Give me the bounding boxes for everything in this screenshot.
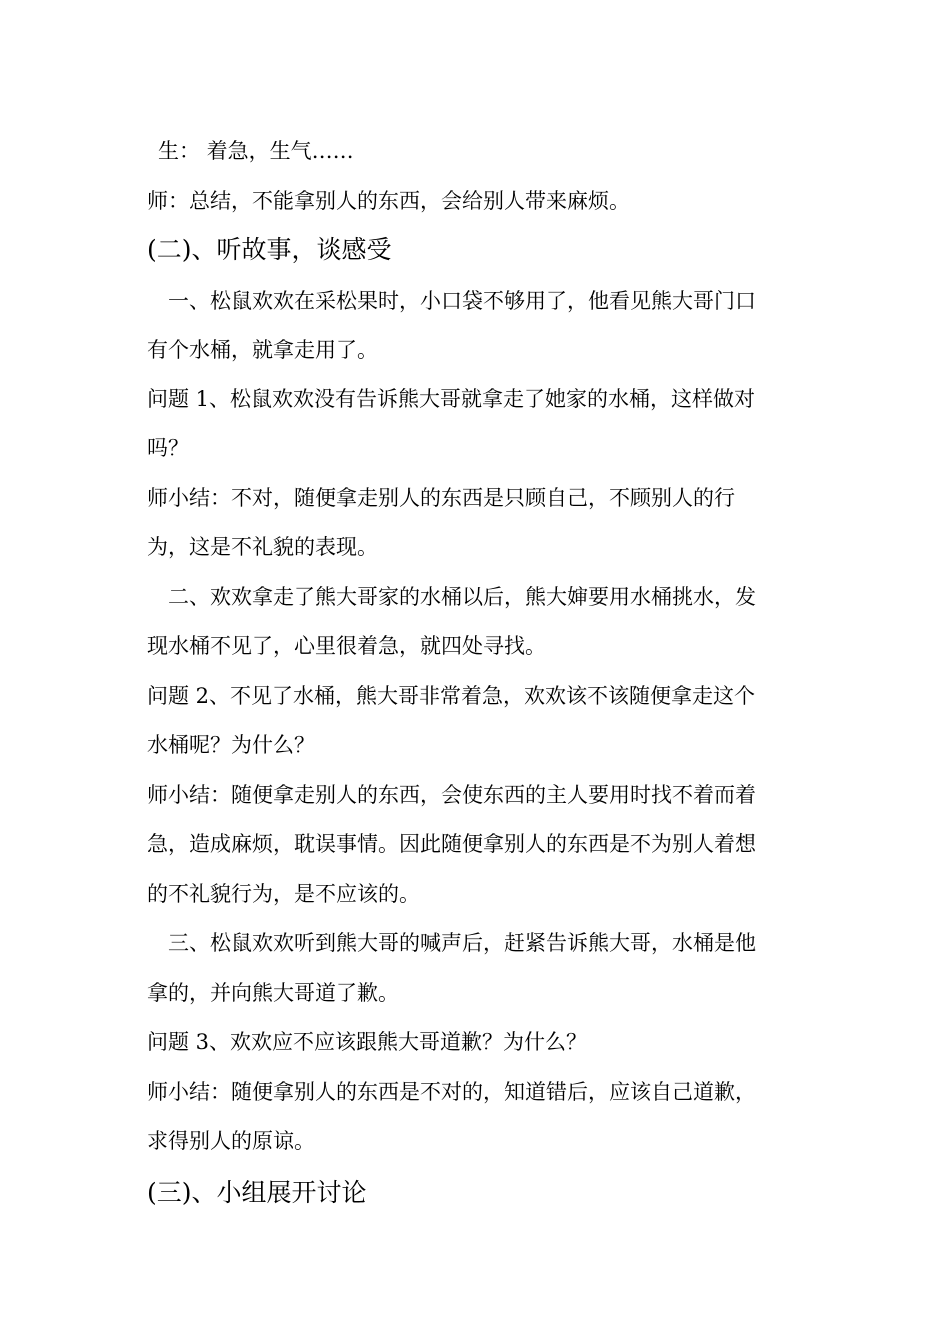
section-heading-2: (二)、听故事，谈感受 (147, 235, 392, 264)
teacher-conclusion-1-line-1: 师小结：不对，随便拿走别人的东西是只顾自己，不顾别人的行 (147, 486, 735, 510)
question-3-line: 问题 3、欢欢应不应该跟熊大哥道歉？为什么？ (147, 1030, 588, 1054)
teacher-conclusion-2-line-2: 急，造成麻烦，耽误事情。因此随便拿别人的东西是不为别人着想 (147, 832, 756, 856)
teacher-conclusion-1-line-2: 为，这是不礼貌的表现。 (147, 535, 378, 559)
story-part-1-line-2: 有个水桶，就拿走用了。 (147, 338, 378, 362)
story-part-2-line-2: 现水桶不见了，心里很着急，就四处寻找。 (147, 634, 546, 658)
question-2-line-2: 水桶呢？为什么？ (147, 733, 315, 757)
question-1-line-1: 问题 1、松鼠欢欢没有告诉熊大哥就拿走了她家的水桶，这样做对 (147, 387, 756, 411)
section-heading-3: (三)、小组展开讨论 (147, 1178, 367, 1207)
teacher-summary-line: 师：总结，不能拿别人的东西，会给别人带来麻烦。 (147, 189, 630, 213)
teacher-conclusion-3-line-1: 师小结：随便拿别人的东西是不对的，知道错后，应该自己道歉， (147, 1080, 756, 1104)
story-part-2-line-1: 二、欢欢拿走了熊大哥家的水桶以后，熊大婶要用水桶挑水，发 (168, 585, 756, 609)
teacher-conclusion-3-line-2: 求得别人的原谅。 (147, 1129, 315, 1153)
question-1-line-2: 吗？ (147, 436, 189, 460)
student-response-line: 生： 着急，生气…… (158, 139, 354, 163)
story-part-3-line-1: 三、松鼠欢欢听到熊大哥的喊声后，赶紧告诉熊大哥，水桶是他 (168, 931, 756, 955)
teacher-conclusion-2-line-1: 师小结：随便拿走别人的东西，会使东西的主人要用时找不着而着 (147, 783, 756, 807)
story-part-3-line-2: 拿的，并向熊大哥道了歉。 (147, 981, 399, 1005)
question-2-line-1: 问题 2、不见了水桶，熊大哥非常着急，欢欢该不该随便拿走这个 (147, 684, 756, 708)
teacher-conclusion-2-line-3: 的不礼貌行为，是不应该的。 (147, 882, 420, 906)
story-part-1-line-1: 一、松鼠欢欢在采松果时，小口袋不够用了，他看见熊大哥门口 (168, 289, 756, 313)
